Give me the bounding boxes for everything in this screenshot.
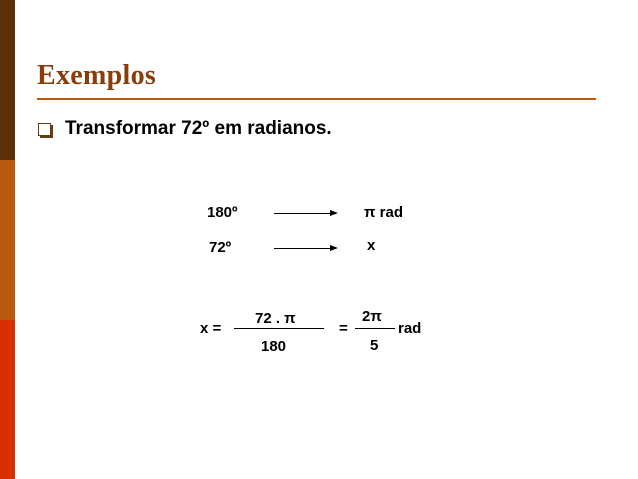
slide-title: Exemplos [37,60,157,91]
sidebar-bar [0,0,15,479]
equals-sign: = [339,320,348,337]
title-underline [37,98,596,100]
proportion-x: x [367,237,376,254]
result-denominator: 5 [370,337,379,354]
sidebar-band-top [0,0,15,160]
fraction-bar [234,328,324,329]
arrow-icon [274,213,336,214]
sidebar-band-middle [0,160,15,320]
square-bullet-icon [38,123,51,136]
bullet-item [38,118,332,140]
result-unit: rad [398,320,422,337]
sidebar-band-bottom [0,320,15,479]
fraction-numerator: 72 . π [255,310,296,327]
proportion-pi-rad: π rad [364,204,403,221]
fraction-denominator: 180 [261,338,287,355]
bullet-text: Transformar 72º em radianos. [65,118,332,139]
arrow-icon [274,248,336,249]
proportion-180-degrees: 180º [207,204,238,221]
proportion-72-degrees: 72º [209,239,232,256]
result-fraction-bar [355,328,395,329]
equation-lhs: x = [200,320,222,337]
result-numerator: 2π [362,308,382,325]
